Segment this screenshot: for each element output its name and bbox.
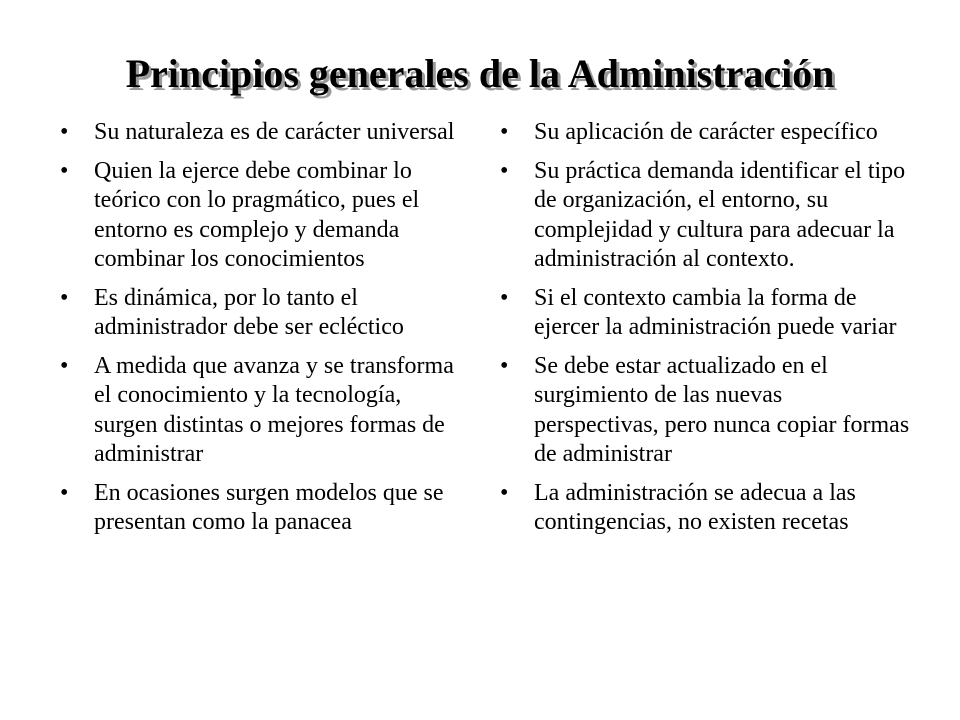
bullet-icon: • bbox=[60, 479, 69, 506]
left-bullet-list bbox=[60, 118, 460, 547]
list-item bbox=[500, 479, 910, 538]
list-item bbox=[60, 479, 460, 538]
list-item bbox=[60, 157, 460, 275]
list-item-text: Se debe estar actualizado en el surgimiento de las nuevas perspectivas, pero nunca copiar formas de administrar bbox=[534, 352, 910, 467]
bullet-icon: • bbox=[60, 352, 69, 379]
right-bullet-list bbox=[500, 118, 910, 547]
list-item-text: En ocasiones surgen modelos que se presentan como la panacea bbox=[94, 479, 444, 535]
list-item bbox=[500, 284, 910, 343]
bullet-icon: • bbox=[60, 157, 69, 184]
bullet-icon: • bbox=[500, 479, 509, 506]
slide-title: Principios generales de la Administración bbox=[125, 51, 835, 96]
list-item bbox=[60, 284, 460, 343]
bullet-icon: • bbox=[60, 284, 69, 311]
list-item bbox=[60, 118, 460, 148]
bullet-icon: • bbox=[500, 284, 509, 311]
list-item-text: La administración se adecua a las contingencias, no existen recetas bbox=[534, 479, 856, 535]
list-item bbox=[500, 352, 910, 470]
list-item-text: Quien la ejerce debe combinar lo teórico con lo pragmático, pues el entorno es complejo y demanda combinar los conocimientos bbox=[94, 157, 420, 272]
list-item-text: Es dinámica, por lo tanto el administrador debe ser ecléctico bbox=[94, 284, 404, 340]
list-item-text: Su aplicación de carácter específico bbox=[534, 119, 878, 145]
list-item bbox=[500, 157, 910, 275]
list-item bbox=[60, 352, 460, 470]
list-item-text: Su naturaleza es de carácter universal bbox=[94, 119, 455, 145]
bullet-icon: • bbox=[500, 119, 509, 145]
list-item-text: Su práctica demanda identificar el tipo de organización, el entorno, su complejidad y cultura para adecuar la administración al contexto. bbox=[534, 157, 906, 272]
list-item bbox=[500, 118, 910, 148]
list-item-text: Si el contexto cambia la forma de ejercer la administración puede variar bbox=[534, 284, 897, 340]
bullet-icon: • bbox=[60, 119, 69, 145]
bullet-icon: • bbox=[500, 157, 509, 184]
bullet-icon: • bbox=[500, 352, 509, 379]
list-item-text: A medida que avanza y se transforma el conocimiento y la tecnología, surgen distintas o mejores formas de administrar bbox=[94, 352, 454, 467]
